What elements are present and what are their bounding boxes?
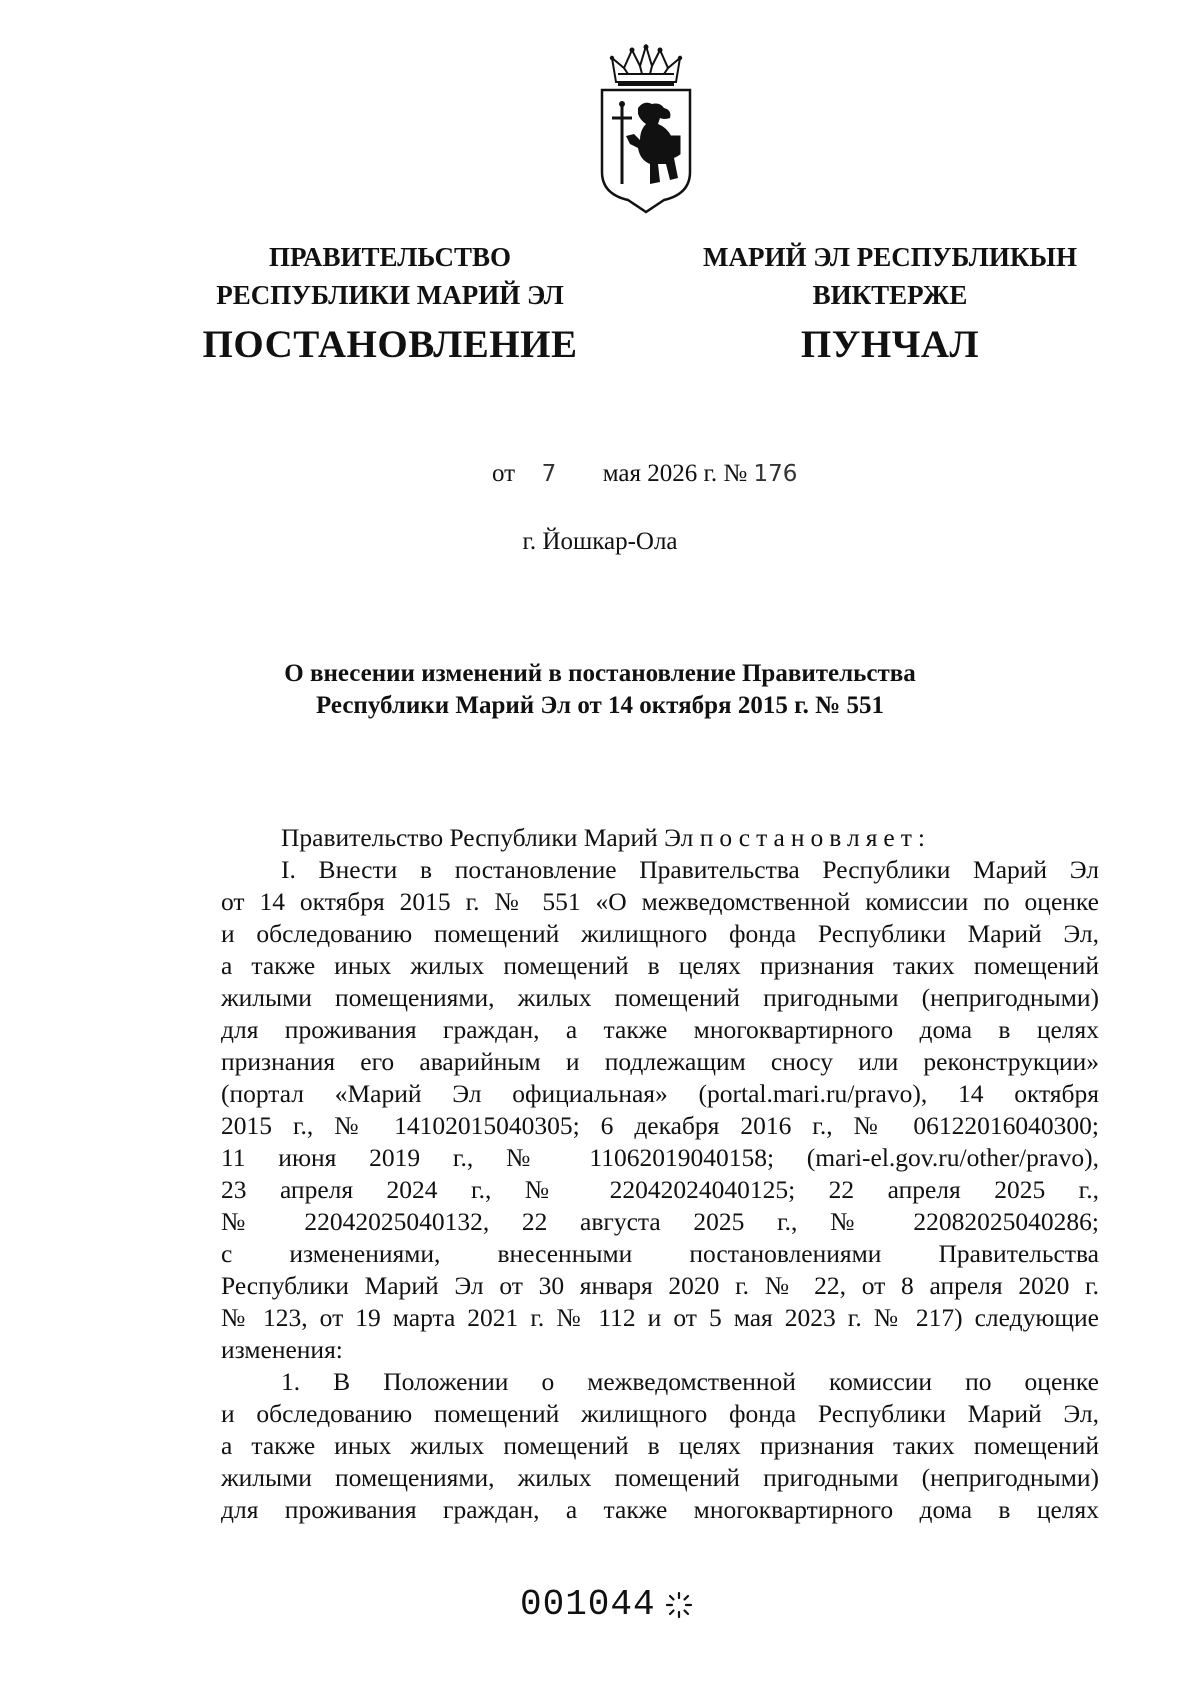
header-left-line2: РЕСПУБЛИКИ МАРИЙ ЭЛ xyxy=(216,280,564,310)
header-right-line1: МАРИЙ ЭЛ РЕСПУБЛИКЫН xyxy=(703,242,1077,272)
body-line: от 14 октября 2015 г. № 551 «О межведомственной комиссии по оценке xyxy=(221,887,1099,916)
serial-number: 001044 xyxy=(520,1584,656,1625)
mari-el-coat-of-arms-icon xyxy=(594,44,698,214)
header-right-line2: ВИКТЕРЖЕ xyxy=(812,280,968,310)
header-right-block xyxy=(660,238,1120,314)
body-line: для проживания граждан, а также многоквартирного дома в целях xyxy=(221,1495,1099,1524)
body-line: 2015 г., № 14102015040305; 6 декабря 2016 г., № 06122016040300; xyxy=(221,1111,1099,1140)
document-type-russian: ПОСТАНОВЛЕНИЕ xyxy=(202,323,578,366)
title-line2: Республики Марий Эл от 14 октября 2015 г. № 551 xyxy=(315,692,884,719)
date-prefix: от xyxy=(492,460,516,487)
document-number: 176 xyxy=(753,461,798,487)
snowflake-mark-icon xyxy=(664,1590,694,1620)
document-title xyxy=(170,658,1030,722)
body-line: изменения: xyxy=(221,1335,343,1364)
date-month-year: мая 2026 г. № xyxy=(602,460,748,487)
body-line: I. Внести в постановление Правительства Республики Марий Эл xyxy=(281,855,1099,884)
decree-word: постановляет: xyxy=(699,823,931,852)
body-line: с изменениями, внесенными постановлениями Правительства xyxy=(221,1239,1099,1268)
header-left-block xyxy=(190,238,590,314)
document-type-mari: ПУНЧАЛ xyxy=(800,323,980,366)
title-line1: О внесении изменений в постановление Правительства xyxy=(284,660,916,687)
body-line: № 123, от 19 марта 2021 г. № 112 и от 5 мая 2023 г. № 217) следующие xyxy=(221,1303,1099,1332)
document-body xyxy=(221,822,1099,1526)
city-line: г. Йошкар-Ола xyxy=(522,528,678,555)
date-day: 7 xyxy=(541,461,557,487)
body-line: № 22042025040132, 22 августа 2025 г., № 22082025040286; xyxy=(221,1207,1099,1236)
header-left-line1: ПРАВИТЕЛЬСТВО xyxy=(268,242,512,272)
body-line: а также иных жилых помещений в целях признания таких помещений xyxy=(221,951,1099,980)
body-line: жилыми помещениями, жилых помещений пригодными (непригодными) xyxy=(221,1463,1099,1492)
body-line: признания его аварийным и подлежащим сносу или реконструкции» xyxy=(221,1047,1099,1076)
body-line: Республики Марий Эл от 30 января 2020 г. № 22, от 8 апреля 2020 г. xyxy=(221,1271,1099,1300)
body-line: Правительство Республики Марий Эл постановляет: xyxy=(281,823,931,852)
body-line: 1. В Положении о межведомственной комиссии по оценке xyxy=(281,1367,1099,1396)
body-line: 23 апреля 2024 г., № 22042024040125; 22 апреля 2025 г., xyxy=(221,1175,1099,1204)
date-line xyxy=(492,460,797,488)
body-line: для проживания граждан, а также многоквартирного дома в целях xyxy=(221,1015,1099,1044)
body-line: (портал «Марий Эл официальная» (portal.mari.ru/pravo), 14 октября xyxy=(221,1079,1099,1108)
body-line: а также иных жилых помещений в целях признания таких помещений xyxy=(221,1431,1099,1460)
body-line: и обследованию помещений жилищного фонда Республики Марий Эл, xyxy=(221,919,1099,948)
body-line: и обследованию помещений жилищного фонда Республики Марий Эл, xyxy=(221,1399,1099,1428)
body-line: жилыми помещениями, жилых помещений пригодными (непригодными) xyxy=(221,983,1099,1012)
body-line: 11 июня 2019 г., № 11062019040158; (mari-el.gov.ru/other/pravo), xyxy=(221,1143,1099,1172)
